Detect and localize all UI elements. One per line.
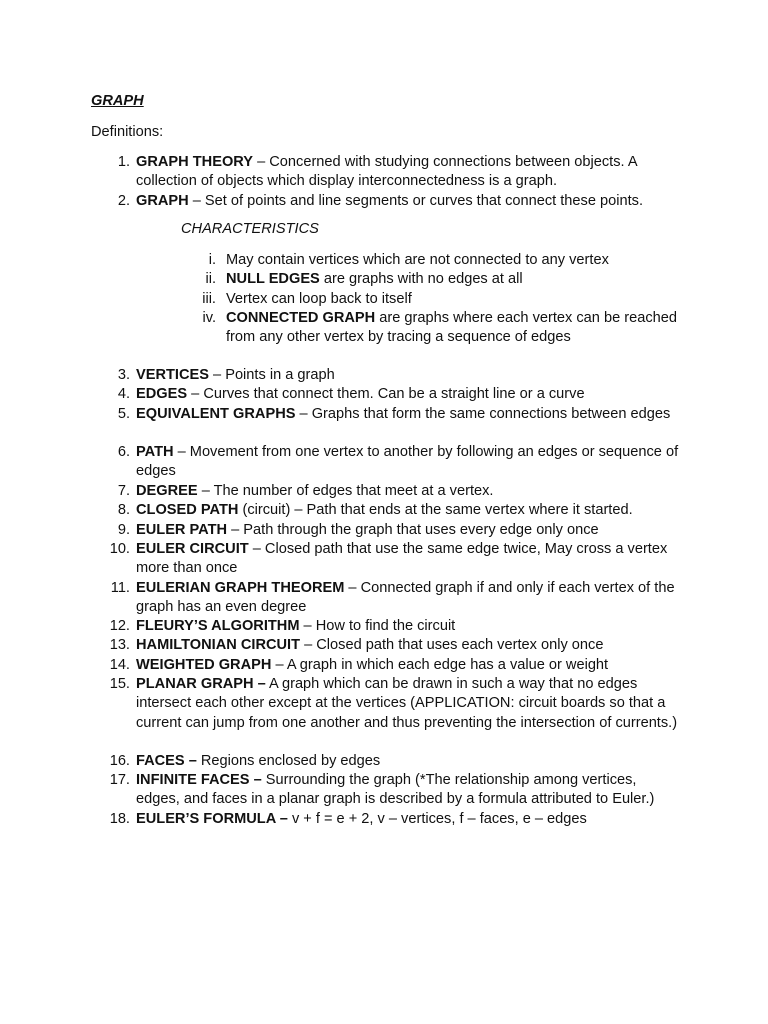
definition-number: 15. xyxy=(109,676,130,692)
definitions-label: Definitions: xyxy=(91,124,164,140)
definition-description: – Closed path that uses each vertex only once xyxy=(300,637,604,653)
definition-number: 3. xyxy=(117,367,130,383)
definition-number: 12. xyxy=(109,618,130,634)
definition-text xyxy=(136,443,681,482)
characteristic-text xyxy=(226,251,686,270)
definition-term: EULERIAN GRAPH THEOREM xyxy=(136,580,345,596)
characteristic-term: NULL EDGES xyxy=(226,271,320,287)
definition-description: – Closed path that use the same edge twice, May cross a vertex more than once xyxy=(136,541,668,577)
definition-term: EULER CIRCUIT xyxy=(136,541,249,557)
definition-term: CLOSED PATH xyxy=(136,502,239,518)
characteristic-number: i. xyxy=(208,252,216,268)
definition-number: 6. xyxy=(117,444,130,460)
characteristic-text xyxy=(226,290,686,309)
definition-number: 2. xyxy=(117,193,130,209)
definition-text xyxy=(136,675,681,733)
definition-term: WEIGHTED GRAPH xyxy=(136,657,272,673)
definition-number: 18. xyxy=(109,811,130,827)
definition-number: 17. xyxy=(109,772,130,788)
definition-term: FLEURY’S ALGORITHM xyxy=(136,618,300,634)
definition-term: GRAPH xyxy=(136,193,189,209)
definition-description: – Connected graph if and only if each vertex of the graph has an even degree xyxy=(136,580,675,616)
definition-description: – Graphs that form the same connections between edges xyxy=(295,406,671,422)
definition-description: – Concerned with studying connections between objects. A collection of objects which display interconnectedness is a graph. xyxy=(136,154,637,190)
definition-description: – A graph in which each edge has a value or weight xyxy=(271,657,609,673)
definition-text xyxy=(136,656,681,675)
definition-text xyxy=(136,810,681,829)
definition-description: v + f = e + 2, v – vertices, f – faces, e – edges xyxy=(287,811,587,827)
definition-number: 10. xyxy=(109,541,130,557)
definition-term: EDGES xyxy=(136,386,188,402)
definition-term: DEGREE xyxy=(136,483,198,499)
characteristics-heading: CHARACTERISTICS xyxy=(181,221,319,237)
definition-description: A graph which can be drawn in such a way that no edges intersect each other except at the vertices (APPLICATION: circuit boards so that a current can jump from one another and thus preventing the intersection of currents.) xyxy=(136,676,678,731)
definition-text xyxy=(136,501,681,520)
definition-term: HAMILTONIAN CIRCUIT xyxy=(136,637,301,653)
definition-text xyxy=(136,579,681,618)
characteristic-description: Vertex can loop back to itself xyxy=(226,291,412,307)
characteristic-text xyxy=(226,309,686,348)
definition-number: 8. xyxy=(117,502,130,518)
characteristic-text xyxy=(226,270,686,289)
definition-text xyxy=(136,771,681,810)
definition-description: – Movement from one vertex to another by following an edges or sequence of edges xyxy=(136,444,679,480)
definition-number: 1. xyxy=(117,154,130,170)
definition-text xyxy=(136,482,681,501)
definition-text xyxy=(136,153,681,192)
definition-term: VERTICES xyxy=(136,367,209,383)
definition-text xyxy=(136,385,681,404)
definition-term: PATH xyxy=(136,444,174,460)
definition-description: (circuit) – Path that ends at the same vertex where it started. xyxy=(238,502,633,518)
definition-description: – How to find the circuit xyxy=(299,618,456,634)
definition-text xyxy=(136,617,681,636)
definition-number: 4. xyxy=(117,386,130,402)
definition-number: 5. xyxy=(117,406,130,422)
definition-term: PLANAR GRAPH – xyxy=(136,676,266,692)
definition-term: INFINITE FACES – xyxy=(136,772,262,788)
definition-term: GRAPH THEORY xyxy=(136,154,254,170)
definition-description: Regions enclosed by edges xyxy=(196,753,381,769)
definition-description: – Path through the graph that uses every edge only once xyxy=(227,522,599,538)
definition-text xyxy=(136,540,681,579)
definition-number: 9. xyxy=(117,522,130,538)
definition-number: 13. xyxy=(109,637,130,653)
definition-text xyxy=(136,752,681,771)
definition-text xyxy=(136,636,681,655)
definition-text xyxy=(136,405,681,424)
definition-term: FACES – xyxy=(136,753,197,769)
definition-description: – Curves that connect them. Can be a straight line or a curve xyxy=(187,386,585,402)
definition-number: 14. xyxy=(109,657,130,673)
characteristic-description: are graphs where each vertex can be reached from any other vertex by tracing a sequence of edges xyxy=(226,310,677,346)
definition-text xyxy=(136,521,681,540)
definition-number: 7. xyxy=(117,483,130,499)
characteristic-description: are graphs with no edges at all xyxy=(319,271,523,287)
characteristic-description: May contain vertices which are not connected to any vertex xyxy=(226,252,609,268)
definition-text xyxy=(136,366,681,385)
definition-term: EULER PATH xyxy=(136,522,228,538)
document-title: GRAPH xyxy=(91,93,144,109)
characteristic-number: iv. xyxy=(202,310,216,326)
definition-description: – Points in a graph xyxy=(208,367,335,383)
definition-term: EULER’S FORMULA – xyxy=(136,811,288,827)
definition-description: Surrounding the graph (*The relationship among vertices, edges, and faces in a planar graph is described by a formula attributed to Euler.) xyxy=(136,772,655,808)
characteristic-term: CONNECTED GRAPH xyxy=(226,310,376,326)
definition-number: 16. xyxy=(109,753,130,769)
characteristic-number: ii. xyxy=(205,271,216,287)
definition-term: EQUIVALENT GRAPHS xyxy=(136,406,296,422)
definition-description: – Set of points and line segments or curves that connect these points. xyxy=(188,193,643,209)
definition-description: – The number of edges that meet at a vertex. xyxy=(197,483,494,499)
characteristic-number: iii. xyxy=(202,291,216,307)
definition-text xyxy=(136,192,681,211)
definition-number: 11. xyxy=(110,580,130,596)
